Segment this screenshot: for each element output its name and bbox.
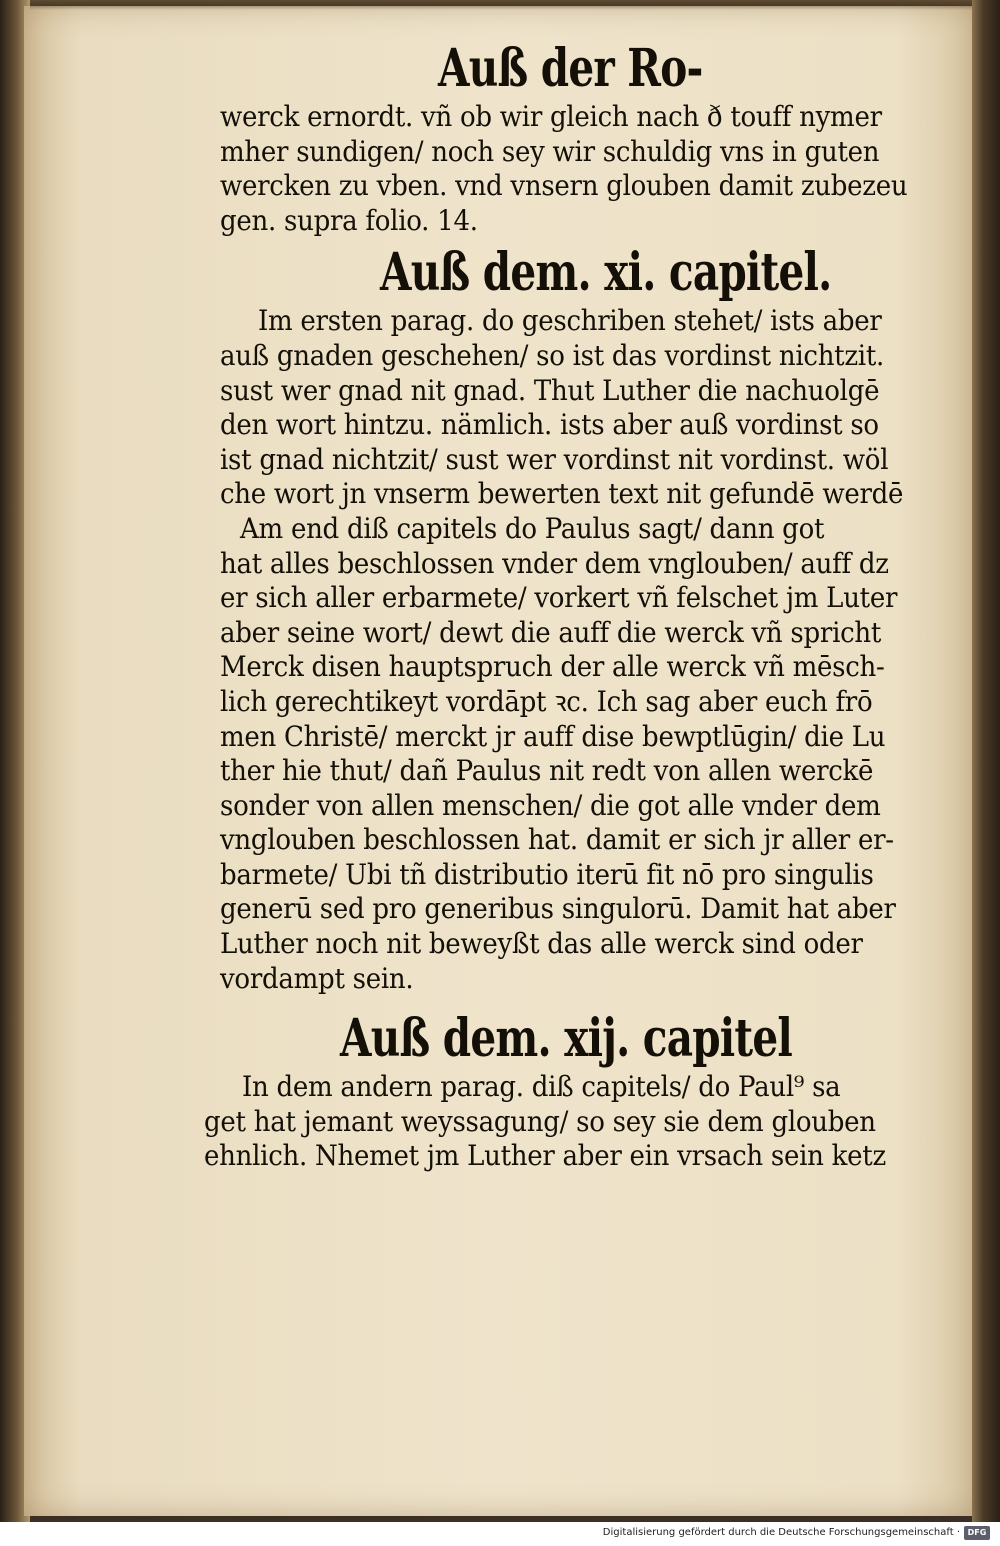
- text-line: aber seine wort/ dewt die auff die werck vñ spricht: [220, 615, 882, 649]
- text-line: Merck disen hauptspruch der alle werck vñ mēsch-: [220, 650, 885, 684]
- digitization-footer: [0, 1522, 1000, 1546]
- text-line: ther hie thut/ dañ Paulus nit redt von allen werckē: [220, 754, 874, 788]
- text-line: Luther noch nit beweyßt das alle werck sind oder: [220, 927, 863, 961]
- text-line: ehnlich. Nhemet jm Luther aber ein vrsach sein ketz: [204, 1139, 886, 1173]
- heading-chapter-xii: Auß dem. xij. capitel: [340, 1008, 793, 1070]
- text-block: [190, 40, 960, 1174]
- text-line: mher sundigen/ noch sey wir schuldig vns in guten: [220, 134, 880, 168]
- text-line: wercken zu vben. vnd vnsern glouben damit zubezeu: [220, 169, 908, 203]
- text-line: sonder von allen menschen/ die got alle vnder dem: [220, 788, 881, 822]
- text-line: men Christē/ merckt jr auff dise bewptlūgin/ die Lu: [220, 719, 886, 753]
- heading-chapter-xi: Auß dem. xi. capitel.: [380, 242, 832, 304]
- text-line: den wort hintzu. nämlich. ists aber auß vordinst so: [220, 408, 879, 442]
- paragraph-2: [190, 304, 960, 996]
- text-line: ist gnad nichtzit/ sust wer vordinst nit vordinst. wöl: [220, 442, 889, 476]
- text-line: Am end diß capitels do Paulus sagt/ dann got: [240, 511, 825, 545]
- text-line: auß gnaden geschehen/ so ist das vordinst nichtzit.: [220, 338, 885, 372]
- text-line: In dem andern parag. diß capitels/ do Paul⁹ sa: [242, 1070, 841, 1104]
- text-line: barmete/ Ubi tñ distributio iterū fit nō pro singulis: [220, 857, 874, 891]
- text-line: lich gerechtikeyt vordāpt ꝛc. Ich sag aber euch frō: [220, 684, 873, 718]
- heading-running: Auß der Ro-: [438, 38, 703, 99]
- text-line: Im ersten parag. do geschriben stehet/ ists aber: [258, 304, 882, 338]
- text-line: er sich aller erbarmete/ vorkert vñ felschet jm Luter: [220, 581, 898, 615]
- text-line: gen. supra folio. 14.: [220, 203, 478, 237]
- page-top-shadow: [30, 0, 975, 10]
- paragraph-3: [190, 1070, 960, 1174]
- text-line: generū sed pro generibus singulorū. Damit hat aber: [220, 892, 896, 926]
- text-line: sust wer gnad nit gnad. Thut Luther die nachuolgē: [220, 373, 880, 407]
- text-line: werck ernordt. vñ ob wir gleich nach ð touff nymer: [220, 100, 882, 133]
- text-line: get hat jemant weyssagung/ so sey sie dem glouben: [204, 1104, 876, 1138]
- binding-edge-right: [972, 0, 1000, 1522]
- dfg-logo: DFG: [964, 1526, 990, 1540]
- text-line: hat alles beschlossen vnder dem vnglouben/ auff dz: [220, 546, 889, 580]
- text-line: che wort jn vnserm bewerten text nit gefundē werdē: [220, 477, 904, 511]
- text-line: vnglouben beschlossen hat. damit er sich jr aller er-: [220, 823, 894, 857]
- funding-credit: Digitalisierung gefördert durch die Deutsche Forschungsgemeinschaft ·: [602, 1527, 960, 1538]
- text-line: vordampt sein.: [220, 961, 414, 995]
- paragraph-1: [190, 100, 960, 238]
